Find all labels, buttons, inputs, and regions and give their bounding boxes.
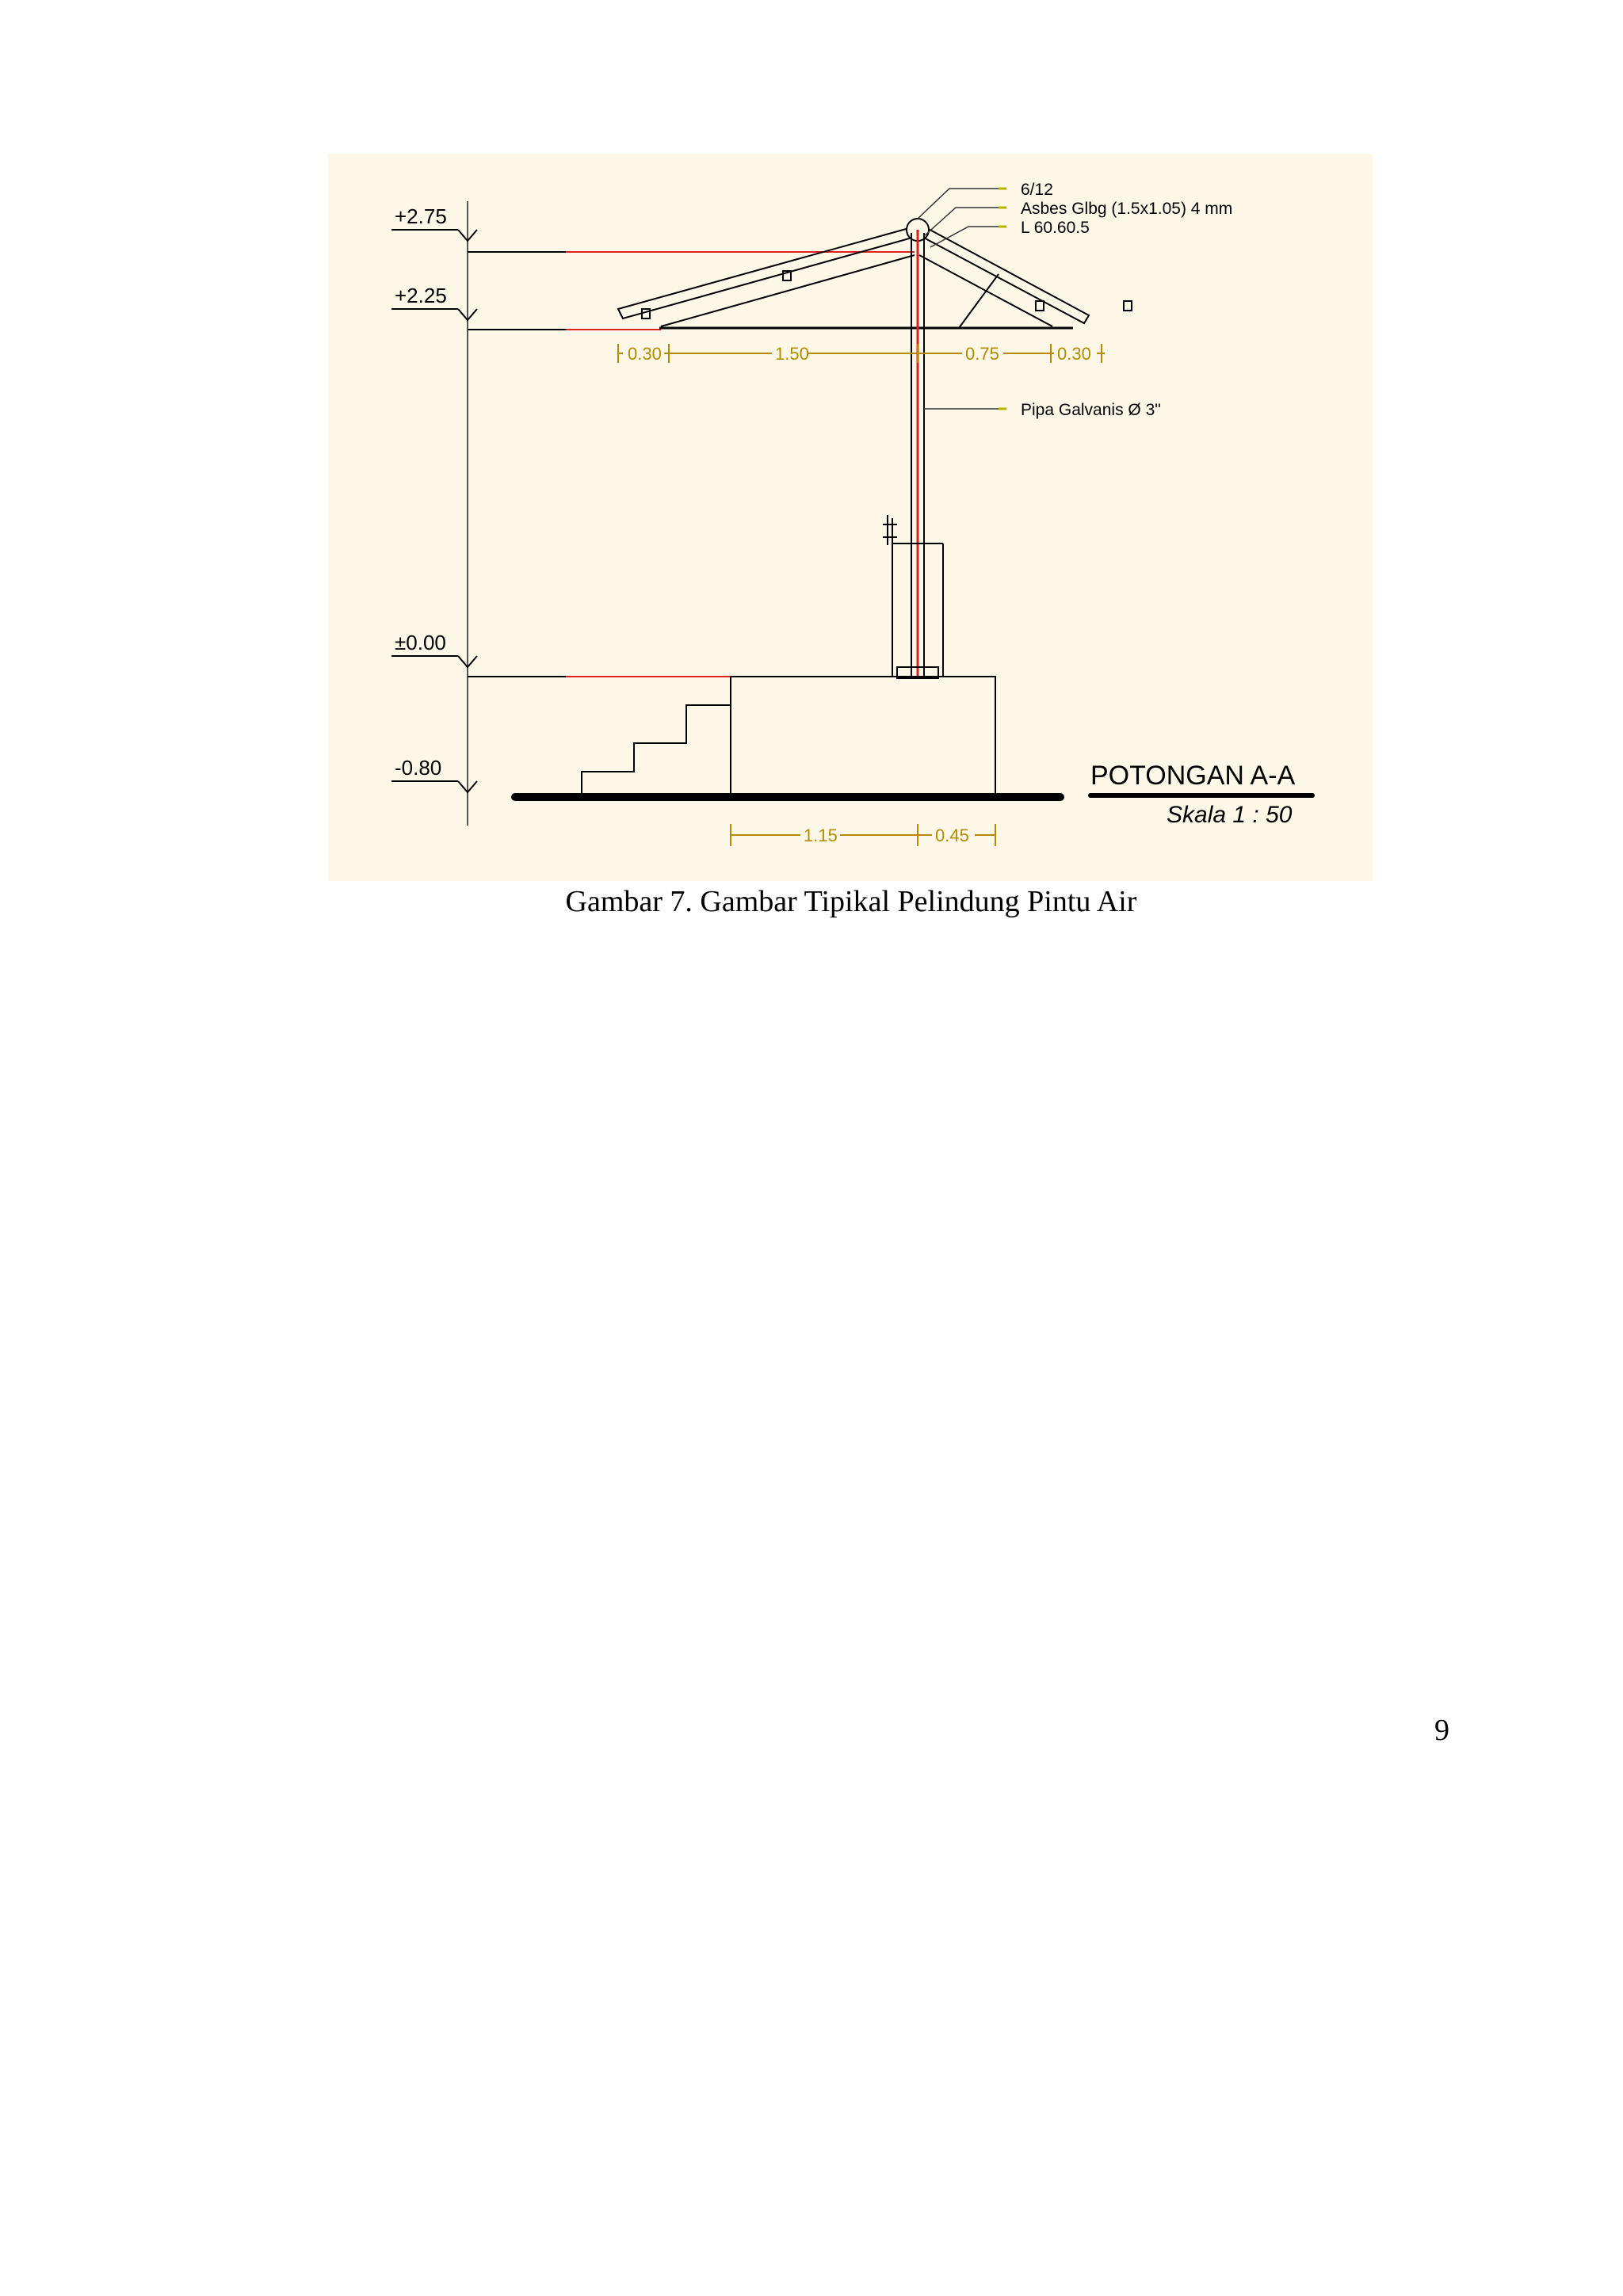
dimension-label: 0.75 bbox=[965, 344, 999, 364]
level-label: ±0.00 bbox=[395, 631, 446, 654]
dimension-label: 1.15 bbox=[804, 826, 838, 845]
dimension-label: 0.45 bbox=[935, 826, 969, 845]
page-number: 9 bbox=[1434, 1714, 1449, 1747]
callout-pipe: Pipa Galvanis Ø 3" bbox=[1021, 401, 1161, 419]
level-label: -0.80 bbox=[395, 756, 442, 780]
section-title: POTONGAN A-A bbox=[1090, 761, 1296, 791]
scale-label: Skala 1 : 50 bbox=[1167, 802, 1293, 828]
dimension-label: 0.30 bbox=[628, 344, 662, 364]
callout-roofing: Asbes Glbg (1.5x1.05) 4 mm bbox=[1021, 200, 1233, 218]
level-label: +2.75 bbox=[395, 204, 447, 228]
callout-angle: L 60.60.5 bbox=[1021, 219, 1090, 237]
dimension-label: 1.50 bbox=[775, 344, 809, 364]
level-label: +2.25 bbox=[395, 284, 447, 307]
dimension-label: 0.30 bbox=[1057, 344, 1091, 364]
figure-caption: Gambar 7. Gambar Tipikal Pelindung Pintu Air bbox=[565, 885, 1137, 918]
section-drawing bbox=[328, 154, 1373, 881]
callout-ridge: 6/12 bbox=[1021, 181, 1053, 199]
